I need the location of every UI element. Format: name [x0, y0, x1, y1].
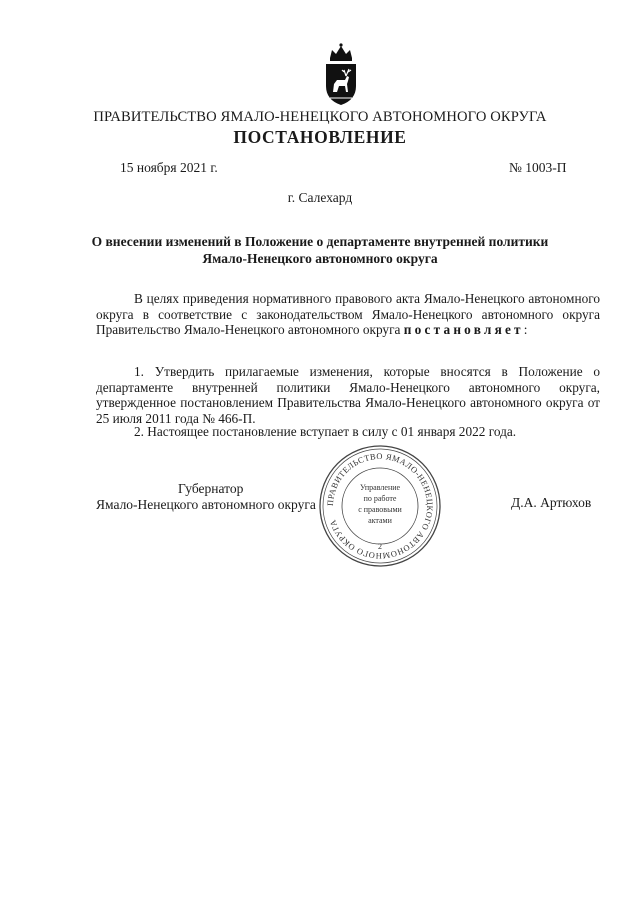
document-title-line-1: О внесении изменений в Положение о департаменте внутренней политики: [91, 234, 549, 249]
seal-number: 2: [378, 542, 382, 551]
document-city: г. Салехард: [287, 190, 353, 205]
decree-item-1: 1. Утвердить прилагаемые изменения, которые вносятся в Положение о департаменте внутренней политики Ямало-Ненецкого автономного округа, утвержденное постановлением Правительства Ямало-Ненецкого автономного округа от 25 июля 2011 года № 466-П.: [96, 364, 600, 426]
decree-colon: :: [523, 322, 528, 338]
document-title-line-2: Ямало-Ненецкого автономного округа: [202, 251, 438, 266]
document-number: № 1003-П: [509, 160, 567, 175]
signatory-position-line-1: Губернатор: [178, 481, 244, 496]
seal-outer-ring-text: ПРАВИТЕЛЬСТВО ЯМАЛО-НЕНЕЦКОГО АВТОНОМНОГО ОКРУГА: [325, 451, 435, 561]
document-title: [90, 233, 550, 267]
decree-word: постановляет: [403, 322, 524, 338]
official-seal-icon: [318, 444, 442, 568]
preamble-text: В целях приведения нормативного правового акта Ямало-Ненецкого автономного округа в соответствие с законодательством Ямало-Ненецкого автономного округа Правительство Ямало-Ненецкого автономного округа: [96, 291, 600, 338]
seal-inner-line-4: актами: [368, 516, 392, 525]
seal-inner-line-3: с правовыми: [358, 505, 402, 514]
signatory-name: Д.А. Артюхов: [511, 495, 592, 510]
decree-item-2: 2. Настоящее постановление вступает в силу с 01 января 2022 года.: [134, 424, 517, 439]
document-date: 15 ноября 2021 г.: [120, 160, 218, 175]
signatory-position-line-2: Ямало-Ненецкого автономного округа: [96, 497, 316, 512]
coat-of-arms-icon: [318, 42, 364, 108]
preamble-paragraph: [96, 291, 600, 338]
seal-inner-line-2: по работе: [363, 494, 397, 503]
seal-inner-line-1: Управление: [359, 483, 401, 492]
organization-name: ПРАВИТЕЛЬСТВО ЯМАЛО-НЕНЕЦКОГО АВТОНОМНОГО ОКРУГА: [93, 109, 547, 125]
document-type: ПОСТАНОВЛЕНИЕ: [233, 127, 407, 147]
